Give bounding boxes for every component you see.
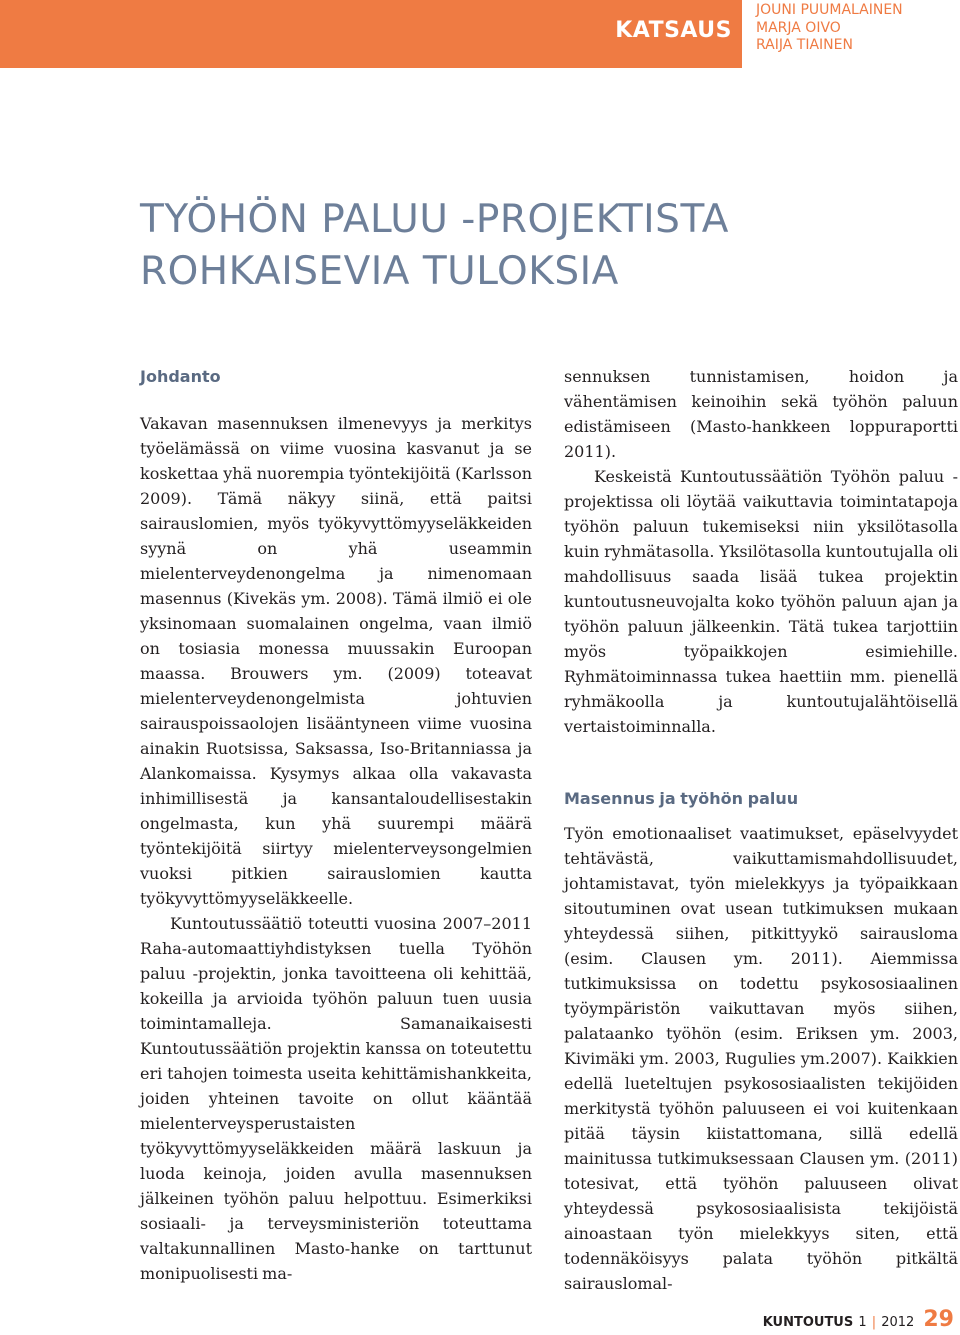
author-list — [756, 2, 903, 55]
page-number: 29 — [923, 1307, 954, 1332]
body-paragraph: Vakavan masennuksen ilmenevyys ja merkitys työelämässä on viime vuosina kasvanut ja se koskettaa yhä nuorempia työntekijöitä (Karlsson 2009). Tämä näkyy siinä, että paitsi sairauslomien, myös työkyvyttömyyseläkkeiden syynä on yhä useammin mielenterveydenongelma ja nimenomaan masennus (Kivekäs ym. 2008). Tämä ilmiö ei ole yksinomaan suomalainen ongelma, vaan ilmiö on tosiasia monessa muussakin Euroopan maassa. Brouwers ym. (2009) toteavat mielenterveydenongelmista johtuvien sairauspoissaolojen lisääntyneen viime vuosina ainakin Ruotsissa, Saksassa, Iso-Britanniassa ja Alankomaissa. Kysymys alkaa olla vakavasta inhimillisestä ja kansantaloudellisestakin ongelmasta, kun yhä suurempi määrä työntekijöitä siirtyy mielenterveysongelmien vuoksi pitkien sairauslomien kautta työkyvyttömyyseläkkeelle. — [140, 414, 532, 908]
magazine-name: KUNTOUTUS — [762, 1315, 854, 1330]
author-name: MARJA OIVO — [756, 19, 841, 36]
article-title-line: ROHKAISEVIA TULOKSIA — [140, 249, 619, 294]
article-title — [140, 194, 729, 298]
issue-year: 2012 — [881, 1315, 915, 1330]
issue-number: 1 — [858, 1315, 867, 1330]
page-footer — [763, 1307, 954, 1332]
right-text-column — [564, 364, 958, 1296]
body-paragraph: Kuntoutussäätiö toteutti vuosina 2007–2011 Raha-automaattiyhdistyksen tuella Työhön paluu -projektin, jonka tavoitteena oli kehittää, kokeilla ja arvioida työhön paluun tuen uusia toimintamalleja. Samanaikaisesti Kuntoutussäätiön projektin kanssa on toteutettu eri tahojen toimesta useita kehittämishankkeita, joiden yhteinen tavoite on ollut kääntää mielenterveysperustaisten työkyvyttömyyseläkkeiden määrä laskuun ja luoda keinoja, joiden avulla masennuksen jälkeinen työhön paluu helpottuu. Esimerkiksi sosiaali- ja terveysministeriön toteuttama valtakunnallinen Masto-hanke on tarttunut monipuolisesti ma- — [140, 914, 532, 1283]
body-paragraph: Keskeistä Kuntoutussäätiön Työhön paluu -projektissa oli löytää vaikuttavia toimintatapoja työhön paluun tukemiseksi niin yksilötasolla kuin ryhmätasolla. Yksilötasolla kuntoutujalla oli mahdollisuus saada lisää tukea projektin kuntoutusneuvojalta koko työhön paluun ajan ja työhön paluun jälkeenkin. Tätä tukea tarjottiin myös työpaikkojen esimiehille. Ryhmätoiminnassa tukea haettiin mm. pienellä ryhmäkoolla ja kuntoutujalähtöisellä vertaistoiminnalla. — [564, 467, 958, 736]
body-paragraph: sennuksen tunnistamisen, hoidon ja vähentämisen keinoihin sekä työhön paluun edistämiseen (Masto-hankkeen loppuraportti 2011). — [564, 367, 958, 461]
section-heading-depression-return: Masennus ja työhön paluu — [564, 789, 799, 808]
left-text-column — [140, 364, 532, 1286]
section-header-bar — [0, 0, 742, 68]
section-label: KATSAUS — [615, 18, 732, 43]
footer-separator: | — [871, 1315, 877, 1330]
author-name: RAIJA TIAINEN — [756, 37, 853, 53]
author-name: JOUNI PUUMALAINEN — [756, 2, 903, 18]
body-paragraph: Työn emotionaaliset vaatimukset, epäselvyydet tehtävästä, vaikuttamismahdollisuudet, johtamistavat, työn mielekkyys ja työpaikkaan sitoutuminen ovat usean tutkimuksen mukaan yhteydessä siihen, pitkittyykö sairausloma (esim. Clausen ym. 2011). Aiemmissa tutkimuksissa on todettu psykososiaalinen työympäristön vaikuttavan myös siihen, palataanko työhön (esim. Eriksen ym. 2003, Kivimäki ym. 2003, Rugulies ym.2007). Kaikkien edellä lueteltujen psykososiaalisten tekijöiden merkitystä työhön paluuseen ei voi kuitenkaan pitää täysin kiistattomana, sillä edellä mainitussa tutkimuksessaan Clausen ym. (2011) totesivat, että työhön paluuseen olivat yhteydessä psykososiaalisista tekijöistä ainoastaan työn mielekkyys siten, että todennäköisyys palata työhön pitkältä sairauslomal- — [564, 824, 958, 1293]
article-title-line: TYÖHÖN PALUU -PROJEKTISTA — [140, 197, 729, 242]
section-heading-introduction: Johdanto — [140, 367, 221, 386]
